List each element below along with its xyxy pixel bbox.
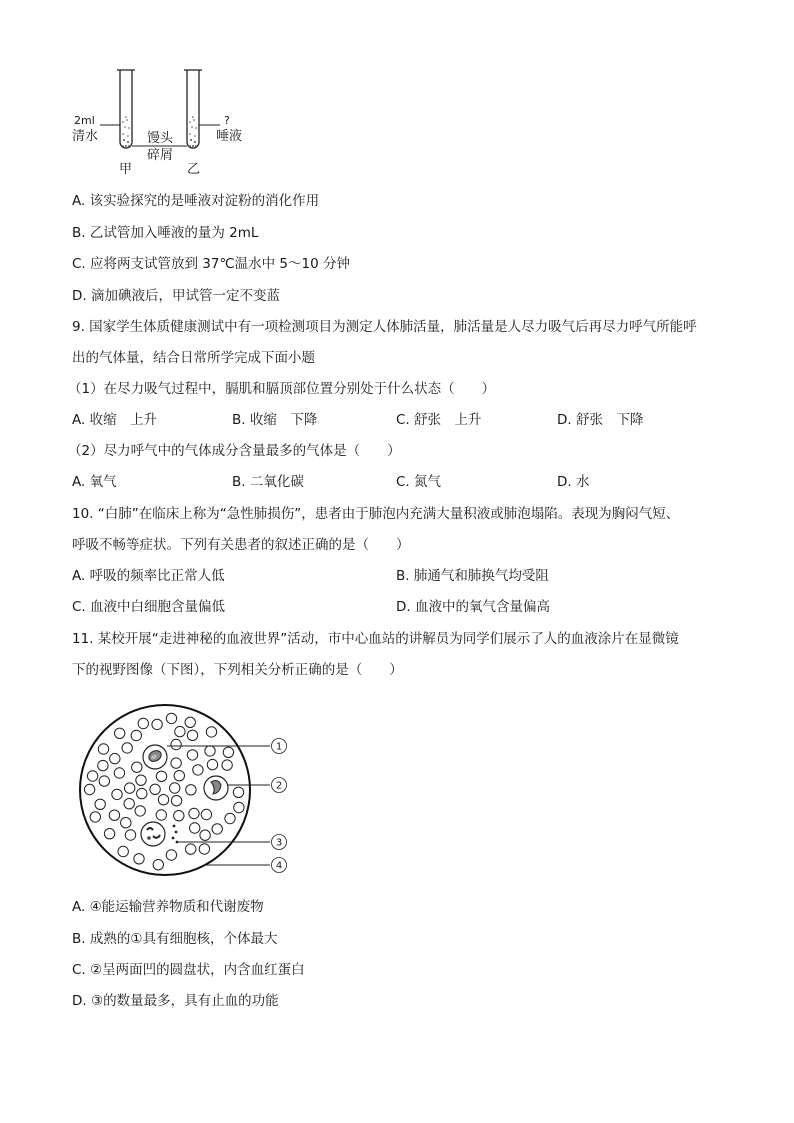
red-blood-cell xyxy=(87,771,97,781)
white-blood-cell-1 xyxy=(143,745,167,769)
q10-option-a: A. 呼吸的频率比正常人低 xyxy=(72,568,225,584)
red-blood-cell xyxy=(156,810,166,820)
red-blood-cell xyxy=(187,730,197,740)
q11-stem-line1: 11. 某校开展“走进神秘的血液世界”活动，市中心血站的讲解员为同学们展示了人的血液涂片在显微镜 xyxy=(72,631,679,647)
red-blood-cell xyxy=(223,747,233,757)
q9-sub1-option-b: B. 收缩 下降 xyxy=(232,412,318,428)
tube-yi-contents xyxy=(189,116,197,147)
label-water: 清水 xyxy=(72,129,99,144)
red-blood-cell xyxy=(136,775,146,785)
red-blood-cell xyxy=(193,765,203,775)
red-blood-cell xyxy=(99,776,109,786)
red-blood-cell xyxy=(125,830,135,840)
red-blood-cell xyxy=(171,739,181,749)
red-blood-cell xyxy=(122,743,132,753)
q11-option-b: B. 成熟的①具有细胞核，个体最大 xyxy=(72,931,278,947)
red-blood-cell xyxy=(118,846,128,856)
red-blood-cell xyxy=(170,783,180,793)
q9-sub2-option-c: C. 氮气 xyxy=(396,474,442,490)
q8-option-d: D. 滴加碘液后，甲试管一定不变蓝 xyxy=(72,288,280,304)
q11-option-a: A. ④能运输营养物质和代谢废物 xyxy=(72,899,264,915)
red-blood-cell xyxy=(124,799,134,809)
q10-option-d: D. 血液中的氧气含量偏高 xyxy=(396,599,550,615)
label-suixie: 碎屑 xyxy=(147,148,174,163)
red-blood-cell xyxy=(109,810,119,820)
red-blood-cell xyxy=(95,799,105,809)
red-blood-cell xyxy=(222,760,232,770)
tube-yi xyxy=(184,70,202,148)
red-blood-cell xyxy=(98,744,108,754)
red-blood-cell xyxy=(171,758,181,768)
red-blood-cell xyxy=(201,809,211,819)
red-blood-cell xyxy=(121,818,131,828)
red-blood-cell xyxy=(175,726,185,736)
label-saliva: 唾液 xyxy=(216,129,243,144)
q10-option-c: C. 血液中白细胞含量偏低 xyxy=(72,599,226,615)
red-blood-cell xyxy=(125,783,135,793)
red-blood-cell xyxy=(206,727,216,737)
label-digits xyxy=(276,742,282,872)
label-yi: 乙 xyxy=(187,162,201,177)
label-jia: 甲 xyxy=(119,162,133,177)
q11-stem-line2: 下的视野图像（下图），下列相关分析正确的是（ ） xyxy=(72,662,403,678)
red-blood-cell xyxy=(212,824,222,834)
white-blood-cell-3 xyxy=(141,822,165,846)
q10-stem-line2: 呼吸不畅等症状。下列有关患者的叙述正确的是（ ） xyxy=(72,537,410,553)
q9-stem-line1: 9. 国家学生体质健康测试中有一项检测项目为测定人体肺活量，肺活量是人尽力吸气后再尽力呼气所能呼 xyxy=(72,319,697,335)
red-blood-cell xyxy=(234,802,244,812)
q8-option-b: B. 乙试管加入唾液的量为 2mL xyxy=(72,225,259,241)
red-blood-cell xyxy=(200,830,210,840)
q9-sub1-option-d: D. 舒张 下降 xyxy=(557,412,644,428)
svg-text:1: 1 xyxy=(275,741,283,753)
label-mantou: 馒头 xyxy=(147,131,174,146)
q10-options-row1 xyxy=(72,566,722,586)
red-blood-cell xyxy=(185,717,195,727)
red-blood-cell xyxy=(115,728,125,738)
blood-smear-figure xyxy=(70,690,300,890)
red-blood-cell xyxy=(90,812,100,822)
q8-option-c: C. 应将两支试管放到 37℃温水中 5～10 分钟 xyxy=(72,256,350,272)
red-blood-cell xyxy=(199,844,209,854)
red-blood-cell xyxy=(134,854,144,864)
q11-option-c: C. ②呈两面凹的圆盘状，内含血红蛋白 xyxy=(72,962,305,978)
q9-sub1-options xyxy=(72,410,722,430)
red-blood-cell xyxy=(131,730,141,740)
red-blood-cell xyxy=(114,768,124,778)
red-blood-cell xyxy=(207,759,217,769)
red-blood-cell xyxy=(225,813,235,823)
q9-stem-line2: 出的气体量，结合日常所学完成下面小题 xyxy=(72,350,315,366)
tube-jia-contents xyxy=(122,116,130,147)
q10-option-b: B. 肺通气和肺换气均受阻 xyxy=(396,568,549,584)
label-2ml: 2ml xyxy=(74,114,95,127)
svg-text:2: 2 xyxy=(275,780,283,792)
q9-sub2-options xyxy=(72,472,722,492)
q10-stem-line1: 10. “白肺”在临床上称为“急性肺损伤”，患者由于肺泡内充满大量积液或肺泡塌陷。表现为胸闷气短、 xyxy=(72,506,680,522)
red-blood-cell xyxy=(174,771,184,781)
red-blood-cell xyxy=(84,784,94,794)
platelets xyxy=(172,825,179,844)
red-blood-cell xyxy=(166,850,176,860)
q10-options-row2 xyxy=(72,597,722,617)
red-blood-cell xyxy=(153,860,163,870)
red-blood-cell xyxy=(205,746,215,756)
red-blood-cell xyxy=(187,750,197,760)
test-tube-figure xyxy=(60,62,270,182)
red-blood-cell xyxy=(152,719,162,729)
red-blood-cell xyxy=(132,762,142,772)
q9-sub2-option-d: D. 水 xyxy=(557,474,590,490)
svg-text:3: 3 xyxy=(275,837,283,849)
q9-sub2: （2）尽力呼气中的气体成分含量最多的气体是（ ） xyxy=(68,443,401,459)
red-blood-cell xyxy=(112,789,122,799)
q9-sub2-option-a: A. 氧气 xyxy=(72,474,117,490)
red-blood-cell xyxy=(135,806,145,816)
red-blood-cell xyxy=(174,811,184,821)
red-blood-cell xyxy=(110,753,120,763)
red-blood-cell xyxy=(186,785,196,795)
tube-jia xyxy=(117,70,135,148)
q9-sub1: （1）在尽力吸气过程中，膈肌和膈顶部位置分别处于什么状态（ ） xyxy=(68,381,496,397)
red-blood-cell xyxy=(156,771,166,781)
red-blood-cell xyxy=(138,718,148,728)
q9-sub1-option-a: A. 收缩 上升 xyxy=(72,412,158,428)
label-leaders xyxy=(167,746,270,865)
q8-option-a: A. 该实验探究的是唾液对淀粉的消化作用 xyxy=(72,193,320,209)
red-blood-cell xyxy=(98,760,108,770)
white-blood-cell-2 xyxy=(204,776,228,800)
red-blood-cell xyxy=(137,788,147,798)
q9-sub2-option-b: B. 二氧化碳 xyxy=(232,474,304,490)
q9-sub1-option-c: C. 舒张 上升 xyxy=(396,412,482,428)
red-blood-cell xyxy=(186,844,196,854)
q11-option-d: D. ③的数量最多，具有止血的功能 xyxy=(72,993,279,1009)
red-blood-cell xyxy=(166,713,176,723)
red-blood-cell xyxy=(189,808,199,818)
red-blood-cell xyxy=(171,796,181,806)
svg-text:4: 4 xyxy=(275,860,283,872)
red-blood-cell xyxy=(190,823,200,833)
red-blood-cell xyxy=(104,829,114,839)
red-blood-cell xyxy=(150,784,160,794)
red-blood-cell xyxy=(233,787,243,797)
label-qmark: ? xyxy=(224,114,230,127)
red-blood-cell xyxy=(158,795,168,805)
